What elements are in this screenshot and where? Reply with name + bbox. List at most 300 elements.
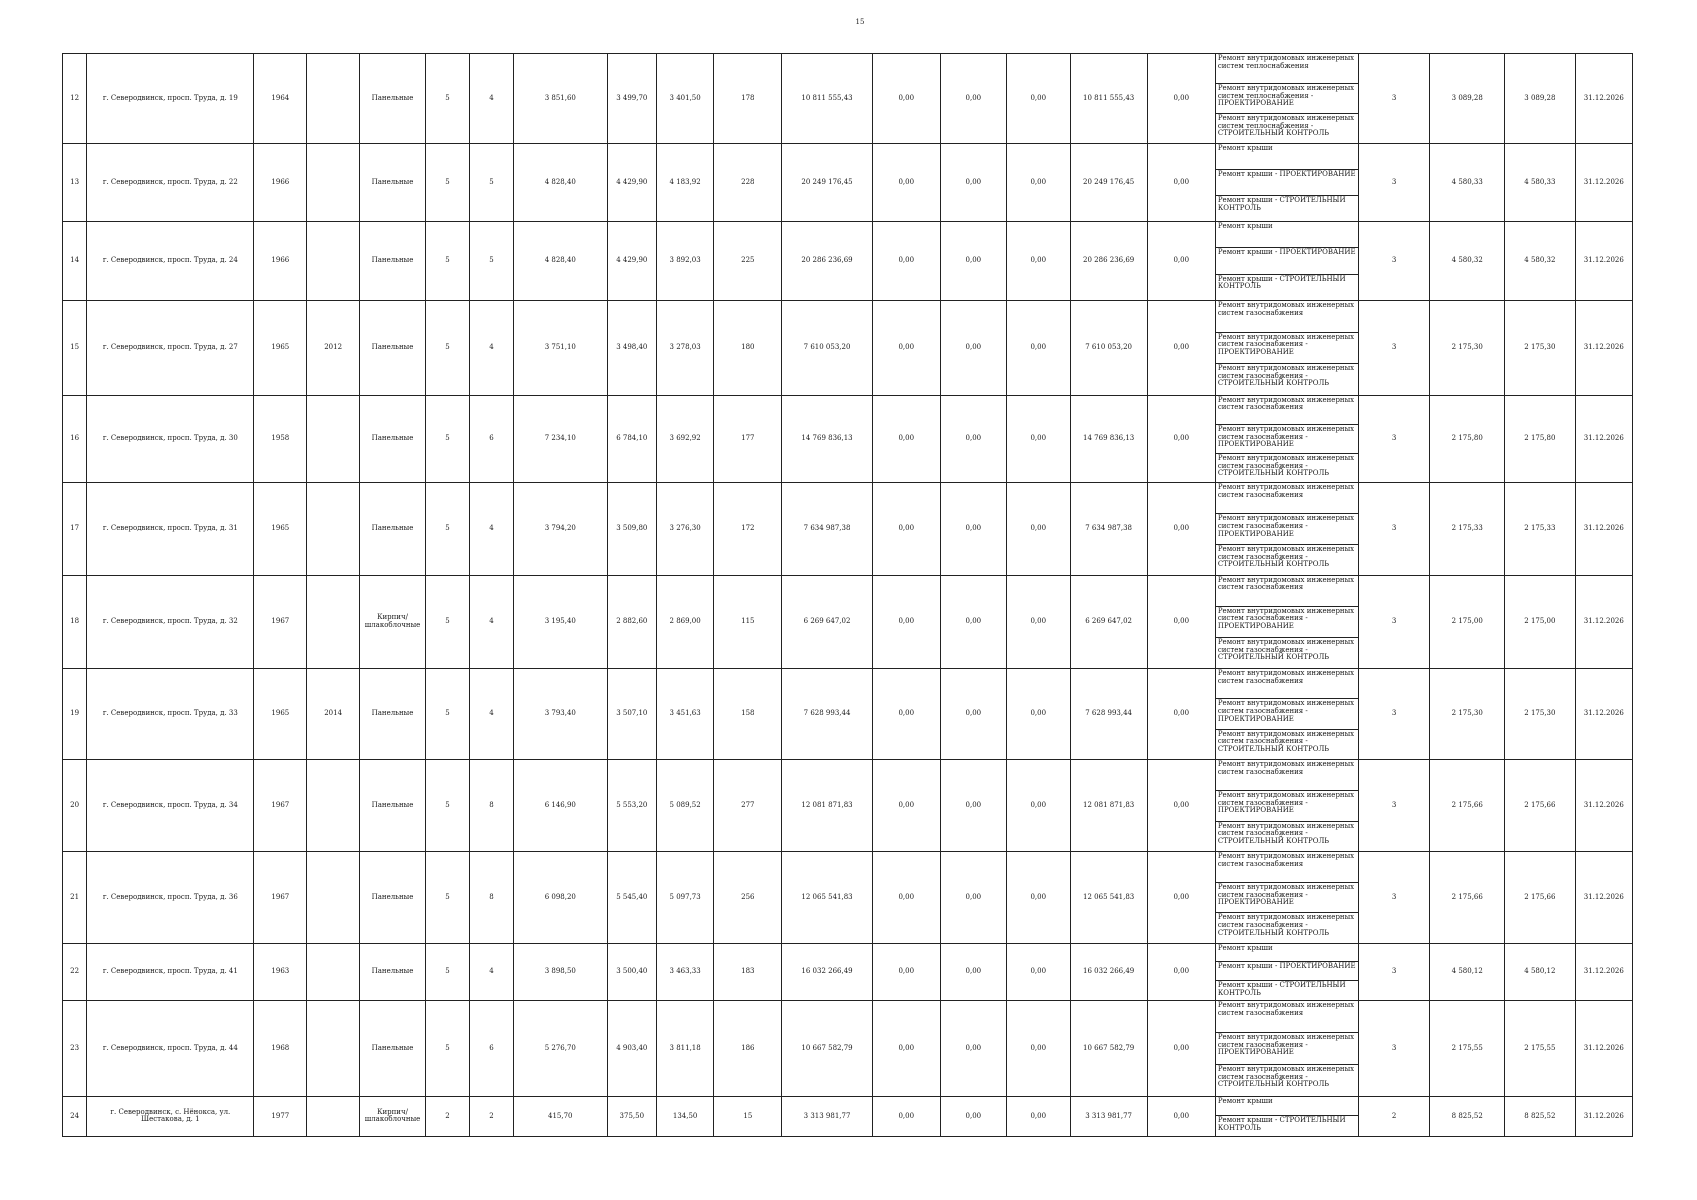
year-built: 1963: [254, 943, 307, 1001]
address: г. Северодвинск, просп. Труда, д. 33: [87, 669, 254, 760]
address: г. Северодвинск, просп. Труда, д. 22: [87, 144, 254, 222]
deadline: 31.12.2026: [1575, 943, 1632, 1001]
total-area: 3 794,20: [514, 483, 608, 575]
address: г. Северодвинск, просп. Труда, д. 24: [87, 222, 254, 301]
year-built: 1967: [254, 852, 307, 943]
fund-local: 0,00: [1006, 222, 1070, 301]
fund-local: 0,00: [1006, 54, 1070, 144]
premises-area: 3 498,40: [607, 301, 657, 395]
work-count: 3: [1358, 943, 1430, 1001]
fund-other: 0,00: [1147, 483, 1215, 575]
floors: 5: [426, 301, 470, 395]
unit-cost: 2 175,33: [1430, 483, 1505, 575]
unit-cost-limit: 2 175,80: [1505, 395, 1575, 483]
premises-area: 3 499,70: [607, 54, 657, 144]
fund-regional: 0,00: [940, 222, 1006, 301]
row-number: 24: [63, 1096, 87, 1136]
premises-area: 6 784,10: [607, 395, 657, 483]
row-number: 22: [63, 943, 87, 1001]
total-cost: 7 610 053,20: [782, 301, 872, 395]
row-number: 12: [63, 54, 87, 144]
work-type: Ремонт внутридомовых инженерных систем газоснабжения - СТРОИТЕЛЬНЫЙ КОНТРОЛЬ: [1215, 364, 1358, 395]
table-row: [63, 483, 1633, 514]
row-number: 23: [63, 1001, 87, 1097]
residential-area: 3 276,30: [657, 483, 714, 575]
unit-cost-limit: 2 175,55: [1505, 1001, 1575, 1097]
address: г. Северодвинск, просп. Труда, д. 32: [87, 575, 254, 668]
year-renovated: 2012: [307, 301, 360, 395]
unit-cost-limit: 2 175,30: [1505, 669, 1575, 760]
fund-local: 0,00: [1006, 1001, 1070, 1097]
entrances: 4: [470, 54, 514, 144]
wall-material: Панельные: [360, 54, 426, 144]
address: г. Северодвинск, с. Нёнокса, ул. Шестакова, д. 1: [87, 1096, 254, 1136]
residents-count: 256: [714, 852, 782, 943]
unit-cost: 2 175,30: [1430, 669, 1505, 760]
work-type: Ремонт крыши - СТРОИТЕЛЬНЫЙ КОНТРОЛЬ: [1215, 274, 1358, 300]
total-area: 6 098,20: [514, 852, 608, 943]
fund-regional: 0,00: [940, 943, 1006, 1001]
work-type: Ремонт крыши - СТРОИТЕЛЬНЫЙ КОНТРОЛЬ: [1215, 1116, 1358, 1137]
entrances: 4: [470, 669, 514, 760]
entrances: 8: [470, 760, 514, 852]
fund-local: 0,00: [1006, 483, 1070, 575]
total-cost: 7 634 987,38: [782, 483, 872, 575]
fund-other: 0,00: [1147, 575, 1215, 668]
year-built: 1965: [254, 669, 307, 760]
residential-area: 4 183,92: [657, 144, 714, 222]
wall-material: Панельные: [360, 301, 426, 395]
fund-owners: 14 769 836,13: [1070, 395, 1147, 483]
work-count: 3: [1358, 222, 1430, 301]
fund-federal: 0,00: [872, 222, 940, 301]
fund-regional: 0,00: [940, 575, 1006, 668]
work-type: Ремонт внутридомовых инженерных систем газоснабжения - СТРОИТЕЛЬНЫЙ КОНТРОЛЬ: [1215, 1064, 1358, 1096]
table-row: [63, 395, 1633, 424]
unit-cost-limit: 3 089,28: [1505, 54, 1575, 144]
fund-regional: 0,00: [940, 760, 1006, 852]
fund-other: 0,00: [1147, 1096, 1215, 1136]
table-row: [63, 669, 1633, 699]
work-type: Ремонт внутридомовых инженерных систем теплоснабжения - ПРОЕКТИРОВАНИЕ: [1215, 84, 1358, 114]
fund-federal: 0,00: [872, 144, 940, 222]
year-renovated: [307, 144, 360, 222]
unit-cost: 2 175,66: [1430, 760, 1505, 852]
work-type: Ремонт внутридомовых инженерных систем газоснабжения - СТРОИТЕЛЬНЫЙ КОНТРОЛЬ: [1215, 637, 1358, 668]
year-built: 1958: [254, 395, 307, 483]
fund-owners: 3 313 981,77: [1070, 1096, 1147, 1136]
table-row: [63, 54, 1633, 84]
year-built: 1964: [254, 54, 307, 144]
fund-other: 0,00: [1147, 395, 1215, 483]
total-cost: 14 769 836,13: [782, 395, 872, 483]
fund-owners: 7 610 053,20: [1070, 301, 1147, 395]
work-count: 3: [1358, 54, 1430, 144]
work-type: Ремонт крыши - СТРОИТЕЛЬНЫЙ КОНТРОЛЬ: [1215, 980, 1358, 1000]
row-number: 17: [63, 483, 87, 575]
wall-material: Панельные: [360, 222, 426, 301]
table-row: [63, 144, 1633, 170]
row-number: 19: [63, 669, 87, 760]
premises-area: 5 545,40: [607, 852, 657, 943]
total-area: 6 146,90: [514, 760, 608, 852]
fund-owners: 20 286 236,69: [1070, 222, 1147, 301]
fund-federal: 0,00: [872, 669, 940, 760]
wall-material: Панельные: [360, 483, 426, 575]
row-number: 13: [63, 144, 87, 222]
wall-material: Панельные: [360, 669, 426, 760]
residents-count: 180: [714, 301, 782, 395]
work-type: Ремонт внутридомовых инженерных систем газоснабжения: [1215, 483, 1358, 514]
residents-count: 172: [714, 483, 782, 575]
work-type: Ремонт крыши - ПРОЕКТИРОВАНИЕ: [1215, 248, 1358, 274]
wall-material: Панельные: [360, 943, 426, 1001]
fund-regional: 0,00: [940, 483, 1006, 575]
year-renovated: [307, 575, 360, 668]
unit-cost: 2 175,30: [1430, 301, 1505, 395]
work-type: Ремонт крыши - СТРОИТЕЛЬНЫЙ КОНТРОЛЬ: [1215, 196, 1358, 222]
floors: 5: [426, 1001, 470, 1097]
work-type: Ремонт внутридомовых инженерных систем газоснабжения: [1215, 1001, 1358, 1033]
floors: 5: [426, 943, 470, 1001]
address: г. Северодвинск, просп. Труда, д. 27: [87, 301, 254, 395]
fund-regional: 0,00: [940, 1001, 1006, 1097]
register-table: [62, 53, 1633, 1137]
work-type: Ремонт внутридомовых инженерных систем газоснабжения - ПРОЕКТИРОВАНИЕ: [1215, 882, 1358, 912]
fund-local: 0,00: [1006, 852, 1070, 943]
total-area: 3 851,60: [514, 54, 608, 144]
work-type: Ремонт внутридомовых инженерных систем газоснабжения - ПРОЕКТИРОВАНИЕ: [1215, 790, 1358, 821]
entrances: 5: [470, 144, 514, 222]
work-type: Ремонт внутридомовых инженерных систем газоснабжения - ПРОЕКТИРОВАНИЕ: [1215, 699, 1358, 729]
fund-owners: 7 634 987,38: [1070, 483, 1147, 575]
work-count: 3: [1358, 1001, 1430, 1097]
address: г. Северодвинск, просп. Труда, д. 41: [87, 943, 254, 1001]
residential-area: 3 692,92: [657, 395, 714, 483]
total-cost: 10 811 555,43: [782, 54, 872, 144]
work-type: Ремонт внутридомовых инженерных систем теплоснабжения: [1215, 54, 1358, 84]
fund-regional: 0,00: [940, 852, 1006, 943]
year-renovated: [307, 483, 360, 575]
table-row: [63, 1096, 1633, 1116]
work-type: Ремонт крыши: [1215, 144, 1358, 170]
fund-local: 0,00: [1006, 575, 1070, 668]
work-type: Ремонт внутридомовых инженерных систем газоснабжения: [1215, 760, 1358, 791]
total-cost: 7 628 993,44: [782, 669, 872, 760]
deadline: 31.12.2026: [1575, 575, 1632, 668]
unit-cost: 8 825,52: [1430, 1096, 1505, 1136]
total-cost: 20 286 236,69: [782, 222, 872, 301]
premises-area: 4 903,40: [607, 1001, 657, 1097]
work-type: Ремонт крыши - ПРОЕКТИРОВАНИЕ: [1215, 170, 1358, 196]
deadline: 31.12.2026: [1575, 1096, 1632, 1136]
premises-area: 3 509,80: [607, 483, 657, 575]
residents-count: 225: [714, 222, 782, 301]
work-type: Ремонт крыши: [1215, 943, 1358, 962]
total-area: 3 898,50: [514, 943, 608, 1001]
year-renovated: 2014: [307, 669, 360, 760]
work-type: Ремонт внутридомовых инженерных систем теплоснабжения - СТРОИТЕЛЬНЫЙ КОНТРОЛЬ: [1215, 114, 1358, 144]
fund-regional: 0,00: [940, 144, 1006, 222]
fund-regional: 0,00: [940, 301, 1006, 395]
row-number: 16: [63, 395, 87, 483]
table-row: [63, 1001, 1633, 1033]
unit-cost-limit: 4 580,33: [1505, 144, 1575, 222]
work-type: Ремонт внутридомовых инженерных систем газоснабжения - ПРОЕКТИРОВАНИЕ: [1215, 606, 1358, 637]
year-built: 1966: [254, 144, 307, 222]
fund-other: 0,00: [1147, 222, 1215, 301]
row-number: 21: [63, 852, 87, 943]
unit-cost: 3 089,28: [1430, 54, 1505, 144]
year-built: 1977: [254, 1096, 307, 1136]
year-renovated: [307, 222, 360, 301]
total-area: 4 828,40: [514, 144, 608, 222]
premises-area: 375,50: [607, 1096, 657, 1136]
work-count: 3: [1358, 852, 1430, 943]
year-built: 1965: [254, 483, 307, 575]
wall-material: Панельные: [360, 760, 426, 852]
work-type: Ремонт внутридомовых инженерных систем газоснабжения - СТРОИТЕЛЬНЫЙ КОНТРОЛЬ: [1215, 454, 1358, 483]
work-type: Ремонт внутридомовых инженерных систем газоснабжения: [1215, 669, 1358, 699]
residents-count: 183: [714, 943, 782, 1001]
floors: 5: [426, 760, 470, 852]
residential-area: 3 451,63: [657, 669, 714, 760]
unit-cost: 4 580,32: [1430, 222, 1505, 301]
premises-area: 2 882,60: [607, 575, 657, 668]
unit-cost: 2 175,55: [1430, 1001, 1505, 1097]
unit-cost-limit: 4 580,32: [1505, 222, 1575, 301]
total-cost: 6 269 647,02: [782, 575, 872, 668]
fund-federal: 0,00: [872, 483, 940, 575]
fund-federal: 0,00: [872, 1096, 940, 1136]
fund-other: 0,00: [1147, 852, 1215, 943]
work-count: 3: [1358, 144, 1430, 222]
work-type: Ремонт внутридомовых инженерных систем газоснабжения - ПРОЕКТИРОВАНИЕ: [1215, 424, 1358, 453]
entrances: 6: [470, 1001, 514, 1097]
fund-regional: 0,00: [940, 395, 1006, 483]
total-cost: 10 667 582,79: [782, 1001, 872, 1097]
fund-owners: 16 032 266,49: [1070, 943, 1147, 1001]
premises-area: 3 507,10: [607, 669, 657, 760]
address: г. Северодвинск, просп. Труда, д. 30: [87, 395, 254, 483]
premises-area: 3 500,40: [607, 943, 657, 1001]
residents-count: 277: [714, 760, 782, 852]
fund-local: 0,00: [1006, 669, 1070, 760]
residential-area: 3 463,33: [657, 943, 714, 1001]
fund-local: 0,00: [1006, 301, 1070, 395]
fund-federal: 0,00: [872, 395, 940, 483]
table-row: [63, 575, 1633, 606]
total-cost: 12 081 871,83: [782, 760, 872, 852]
year-renovated: [307, 54, 360, 144]
fund-federal: 0,00: [872, 301, 940, 395]
floors: 2: [426, 1096, 470, 1136]
table-row: [63, 943, 1633, 962]
work-type: Ремонт внутридомовых инженерных систем газоснабжения - ПРОЕКТИРОВАНИЕ: [1215, 1032, 1358, 1064]
unit-cost: 2 175,80: [1430, 395, 1505, 483]
work-type: Ремонт внутридомовых инженерных систем газоснабжения: [1215, 395, 1358, 424]
deadline: 31.12.2026: [1575, 760, 1632, 852]
total-area: 3 751,10: [514, 301, 608, 395]
fund-owners: 10 811 555,43: [1070, 54, 1147, 144]
premises-area: 4 429,90: [607, 144, 657, 222]
work-count: 3: [1358, 483, 1430, 575]
unit-cost: 2 175,00: [1430, 575, 1505, 668]
table-row: [63, 301, 1633, 332]
total-area: 3 793,40: [514, 669, 608, 760]
address: г. Северодвинск, просп. Труда, д. 31: [87, 483, 254, 575]
fund-other: 0,00: [1147, 669, 1215, 760]
work-type: Ремонт крыши: [1215, 1096, 1358, 1116]
year-renovated: [307, 395, 360, 483]
fund-local: 0,00: [1006, 144, 1070, 222]
fund-regional: 0,00: [940, 54, 1006, 144]
floors: 5: [426, 483, 470, 575]
wall-material: Кирпич/ шлакоблочные: [360, 575, 426, 668]
residents-count: 115: [714, 575, 782, 668]
total-area: 5 276,70: [514, 1001, 608, 1097]
entrances: 8: [470, 852, 514, 943]
deadline: 31.12.2026: [1575, 852, 1632, 943]
fund-federal: 0,00: [872, 575, 940, 668]
year-renovated: [307, 852, 360, 943]
fund-owners: 6 269 647,02: [1070, 575, 1147, 668]
year-renovated: [307, 760, 360, 852]
residents-count: 158: [714, 669, 782, 760]
year-built: 1967: [254, 575, 307, 668]
table-row: [63, 852, 1633, 882]
deadline: 31.12.2026: [1575, 54, 1632, 144]
wall-material: Панельные: [360, 852, 426, 943]
entrances: 4: [470, 301, 514, 395]
wall-material: Кирпич/ шлакоблочные: [360, 1096, 426, 1136]
total-area: 4 828,40: [514, 222, 608, 301]
work-type: Ремонт внутридомовых инженерных систем газоснабжения: [1215, 852, 1358, 882]
fund-other: 0,00: [1147, 144, 1215, 222]
wall-material: Панельные: [360, 1001, 426, 1097]
work-type: Ремонт внутридомовых инженерных систем газоснабжения - СТРОИТЕЛЬНЫЙ КОНТРОЛЬ: [1215, 729, 1358, 759]
unit-cost-limit: 2 175,00: [1505, 575, 1575, 668]
work-type: Ремонт крыши - ПРОЕКТИРОВАНИЕ: [1215, 962, 1358, 981]
work-type: Ремонт внутридомовых инженерных систем газоснабжения: [1215, 301, 1358, 332]
deadline: 31.12.2026: [1575, 669, 1632, 760]
work-type: Ремонт внутридомовых инженерных систем газоснабжения - СТРОИТЕЛЬНЫЙ КОНТРОЛЬ: [1215, 913, 1358, 943]
residential-area: 3 401,50: [657, 54, 714, 144]
entrances: 2: [470, 1096, 514, 1136]
total-cost: 3 313 981,77: [782, 1096, 872, 1136]
work-type: Ремонт внутридомовых инженерных систем газоснабжения - СТРОИТЕЛЬНЫЙ КОНТРОЛЬ: [1215, 821, 1358, 852]
work-count: 2: [1358, 1096, 1430, 1136]
work-count: 3: [1358, 575, 1430, 668]
floors: 5: [426, 144, 470, 222]
year-built: 1968: [254, 1001, 307, 1097]
fund-other: 0,00: [1147, 1001, 1215, 1097]
work-count: 3: [1358, 395, 1430, 483]
floors: 5: [426, 395, 470, 483]
total-area: 7 234,10: [514, 395, 608, 483]
work-type: Ремонт внутридомовых инженерных систем газоснабжения - СТРОИТЕЛЬНЫЙ КОНТРОЛЬ: [1215, 544, 1358, 575]
fund-owners: 12 081 871,83: [1070, 760, 1147, 852]
deadline: 31.12.2026: [1575, 1001, 1632, 1097]
row-number: 15: [63, 301, 87, 395]
unit-cost: 2 175,66: [1430, 852, 1505, 943]
row-number: 14: [63, 222, 87, 301]
work-count: 3: [1358, 669, 1430, 760]
fund-owners: 7 628 993,44: [1070, 669, 1147, 760]
floors: 5: [426, 669, 470, 760]
fund-other: 0,00: [1147, 301, 1215, 395]
fund-local: 0,00: [1006, 943, 1070, 1001]
unit-cost-limit: 8 825,52: [1505, 1096, 1575, 1136]
residents-count: 186: [714, 1001, 782, 1097]
address: г. Северодвинск, просп. Труда, д. 19: [87, 54, 254, 144]
year-built: 1966: [254, 222, 307, 301]
residents-count: 15: [714, 1096, 782, 1136]
fund-federal: 0,00: [872, 1001, 940, 1097]
residents-count: 228: [714, 144, 782, 222]
work-type: Ремонт внутридомовых инженерных систем газоснабжения - ПРОЕКТИРОВАНИЕ: [1215, 332, 1358, 363]
floors: 5: [426, 222, 470, 301]
table-row: [63, 760, 1633, 791]
fund-federal: 0,00: [872, 54, 940, 144]
address: г. Северодвинск, просп. Труда, д. 34: [87, 760, 254, 852]
entrances: 4: [470, 575, 514, 668]
unit-cost-limit: 2 175,66: [1505, 760, 1575, 852]
unit-cost-limit: 2 175,30: [1505, 301, 1575, 395]
unit-cost-limit: 4 580,12: [1505, 943, 1575, 1001]
deadline: 31.12.2026: [1575, 301, 1632, 395]
floors: 5: [426, 852, 470, 943]
page-number: 15: [855, 18, 865, 26]
fund-owners: 12 065 541,83: [1070, 852, 1147, 943]
row-number: 18: [63, 575, 87, 668]
year-renovated: [307, 1096, 360, 1136]
total-area: 3 195,40: [514, 575, 608, 668]
address: г. Северодвинск, просп. Труда, д. 44: [87, 1001, 254, 1097]
fund-regional: 0,00: [940, 1096, 1006, 1136]
premises-area: 4 429,90: [607, 222, 657, 301]
work-type: Ремонт крыши: [1215, 222, 1358, 248]
year-built: 1965: [254, 301, 307, 395]
deadline: 31.12.2026: [1575, 222, 1632, 301]
residential-area: 3 278,03: [657, 301, 714, 395]
fund-owners: 10 667 582,79: [1070, 1001, 1147, 1097]
wall-material: Панельные: [360, 395, 426, 483]
premises-area: 5 553,20: [607, 760, 657, 852]
total-area: 415,70: [514, 1096, 608, 1136]
entrances: 4: [470, 943, 514, 1001]
total-cost: 16 032 266,49: [782, 943, 872, 1001]
work-type: Ремонт внутридомовых инженерных систем газоснабжения: [1215, 575, 1358, 606]
fund-federal: 0,00: [872, 852, 940, 943]
fund-local: 0,00: [1006, 1096, 1070, 1136]
fund-other: 0,00: [1147, 943, 1215, 1001]
deadline: 31.12.2026: [1575, 483, 1632, 575]
total-cost: 20 249 176,45: [782, 144, 872, 222]
wall-material: Панельные: [360, 144, 426, 222]
entrances: 5: [470, 222, 514, 301]
address: г. Северодвинск, просп. Труда, д. 36: [87, 852, 254, 943]
residential-area: 5 097,73: [657, 852, 714, 943]
fund-other: 0,00: [1147, 760, 1215, 852]
residential-area: 2 869,00: [657, 575, 714, 668]
fund-owners: 20 249 176,45: [1070, 144, 1147, 222]
year-built: 1967: [254, 760, 307, 852]
unit-cost: 4 580,12: [1430, 943, 1505, 1001]
fund-local: 0,00: [1006, 760, 1070, 852]
deadline: 31.12.2026: [1575, 395, 1632, 483]
floors: 5: [426, 575, 470, 668]
